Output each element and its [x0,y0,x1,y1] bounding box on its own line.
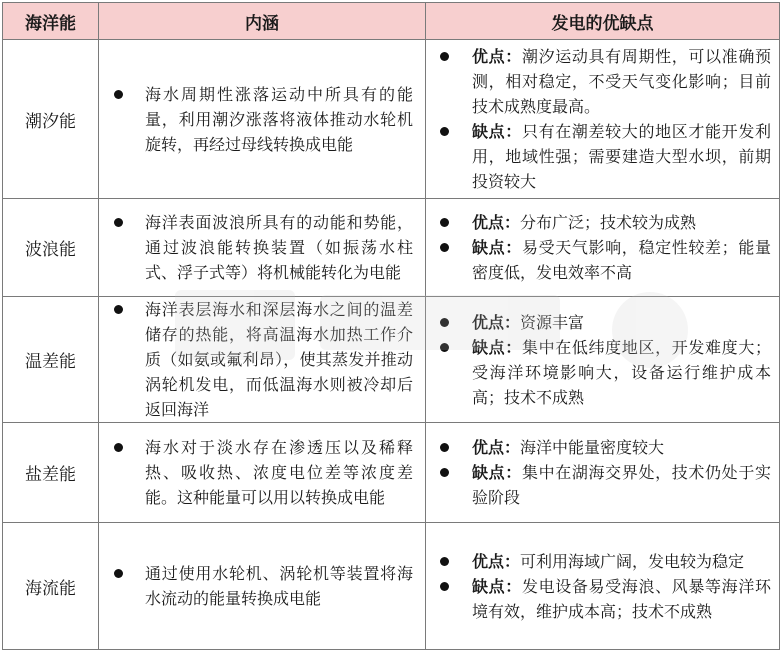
energy-description [99,423,426,523]
energy-name: 潮汐能 [3,40,99,199]
header-pros-cons: 发电的优缺点 [426,3,780,40]
con-label: 缺点： [472,337,522,357]
con-text: 集中在低纬度地区，开发难度大；受海洋环境影响大，设备运行维护成本高；技术不成熟 [472,337,771,407]
pro-text: 海洋中能量密度较大 [520,438,665,457]
bullet-dot-icon [114,305,123,314]
con-item [426,460,779,510]
bullet-dot-icon [440,318,449,327]
table-row [3,199,780,297]
energy-name: 温差能 [3,297,99,423]
pro-label: 优点： [472,213,521,232]
table-row [3,423,780,523]
pro-text: 潮汐运动具有周期性，可以准确预测，相对稳定，不受天气变化影响；目前技术成熟度最高。 [472,47,771,116]
pro-text: 资源丰富 [520,312,585,332]
con-text: 易受天气影响，稳定性较差；能量密度低，发电效率不高 [472,238,771,282]
bullet-dot-icon [440,52,449,61]
con-label: 缺点： [472,463,522,482]
bullet-dot-icon [440,343,449,352]
con-label: 缺点： [472,238,522,257]
energy-name: 波浪能 [3,199,99,297]
con-text: 发电设备易受海浪、风暴等海洋环境有效，维护成本高；技术不成熟 [472,576,771,621]
con-item [426,574,779,624]
bullet-dot-icon [440,443,449,452]
energy-name: 海流能 [3,523,99,650]
bullet-dot-icon [440,468,449,477]
bullet-dot-icon [114,443,123,452]
energy-description [99,297,426,423]
energy-table [2,2,780,650]
bullet-dot-icon [114,569,123,578]
header-meaning: 内涵 [99,3,426,40]
header-row [3,3,780,40]
pros-cons [426,523,780,650]
bullet-dot-icon [114,90,123,99]
bullet-dot-icon [440,127,449,136]
list-item: 海洋表面波浪所具有的动能和势能，通过波浪能转换装置（如振荡水柱式、浮子式等）将机械能转化为电能 [99,210,425,285]
pro-item [426,435,779,460]
pro-label: 优点： [472,551,521,571]
header-energy: 海洋能 [3,3,99,40]
table-row [3,40,780,199]
con-text: 只有在潮差较大的地区才能开发利用，地域性强；需要建造大型水坝，前期投资较大 [472,122,771,191]
pros-cons [426,199,780,297]
con-item [426,119,779,194]
pro-item [426,549,779,574]
bullet-dot-icon [440,218,449,227]
con-label: 缺点： [472,122,522,141]
list-item: 海水周期性涨落运动中所具有的能量，利用潮汐涨落将液体推动水轮机旋转，再经过母线转换成电能 [99,82,425,157]
pro-label: 优点： [472,438,521,457]
pro-text: 分布广泛；技术较为成熟 [520,213,697,232]
list-item: 海洋表层海水和深层海水之间的温差储存的热能，将高温海水加热工作介质（如氨或氟利昂），使其蒸发并推动涡轮机发电，而低温海水则被冷却后返回海洋 [99,297,425,422]
pro-label: 优点： [472,47,522,66]
con-label: 缺点： [472,576,522,596]
energy-description [99,199,426,297]
pros-cons [426,423,780,523]
bullet-dot-icon [440,582,449,591]
energy-name: 盐差能 [3,423,99,523]
list-item: 通过使用水轮机、涡轮机等装置将海水流动的能量转换成电能 [99,561,425,611]
bullet-dot-icon [440,557,449,566]
energy-description [99,40,426,199]
energy-description [99,523,426,650]
bullet-dot-icon [114,218,123,227]
pro-item [426,310,779,335]
bullet-dot-icon [440,243,449,252]
table-row [3,523,780,650]
pro-item [426,210,779,235]
con-item [426,335,779,410]
pro-text: 可利用海域广阔，发电较为稳定 [520,551,745,571]
pros-cons [426,40,780,199]
pro-item [426,44,779,119]
list-item: 海水对于淡水存在渗透压以及稀释热、吸收热、浓度电位差等浓度差能。这种能量可以用以转换成电能 [99,435,425,510]
pro-label: 优点： [472,312,521,332]
table-row [3,297,780,423]
con-item [426,235,779,285]
pros-cons [426,297,780,423]
con-text: 集中在湖海交界处，技术仍处于实验阶段 [472,463,771,507]
